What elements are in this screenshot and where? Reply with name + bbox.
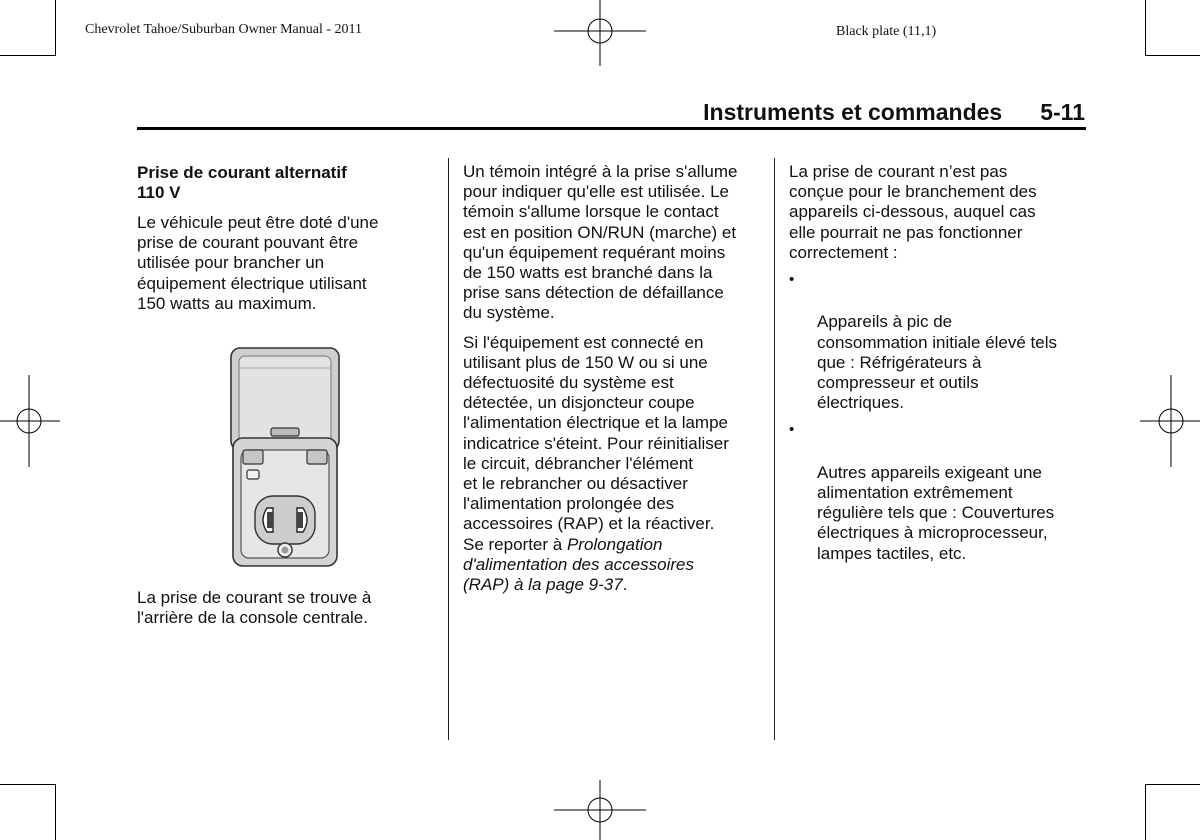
crop-mark bbox=[1145, 0, 1146, 56]
crop-mark bbox=[0, 55, 55, 56]
crop-mark bbox=[55, 784, 56, 840]
cross-reference-link[interactable]: Prolongation d'alimentation des accessoires (RAP) à la page 9-37 bbox=[463, 534, 694, 595]
paragraph: La prise de courant se trouve à l'arrière de la console centrale. bbox=[137, 588, 372, 628]
crop-mark bbox=[1146, 55, 1200, 56]
registration-mark-left bbox=[0, 375, 60, 467]
bullet-icon: • bbox=[789, 421, 795, 439]
column-divider bbox=[448, 158, 449, 740]
paragraph bbox=[463, 333, 768, 596]
crop-mark bbox=[0, 784, 55, 785]
column-divider bbox=[774, 158, 775, 740]
registration-mark-right bbox=[1140, 375, 1200, 467]
plate-label: Black plate (11,1) bbox=[836, 24, 937, 39]
paragraph-end: . bbox=[622, 575, 628, 595]
crop-mark bbox=[1145, 784, 1146, 840]
column-3 bbox=[789, 162, 1089, 564]
section-header bbox=[703, 99, 1085, 126]
section-title: Instruments et commandes bbox=[703, 99, 1003, 125]
column-2 bbox=[463, 162, 768, 595]
registration-mark-bottom bbox=[554, 780, 646, 840]
header-rule bbox=[137, 127, 1086, 130]
registration-mark-top bbox=[554, 0, 646, 66]
column-1 bbox=[137, 163, 437, 314]
column-1-bottom bbox=[137, 588, 437, 628]
page-number: 5-11 bbox=[1040, 99, 1085, 125]
paragraph: Un témoin intégré à la prise s'allume pour indiquer qu'elle est utilisée. Le témoin s'allume lorsque le contact est en position ON/RUN (marche) et qu'un équipement requérant moins de 150 watts est branché dans la prise sans détection de défaillance du système. bbox=[463, 162, 738, 323]
list-item-text: Appareils à pic de consommation initiale élevé tels que : Réfrigérateurs à compresseur et outils électriques. bbox=[817, 312, 1058, 413]
crop-mark bbox=[1146, 784, 1200, 785]
bullet-icon: • bbox=[789, 271, 795, 289]
crop-mark bbox=[55, 0, 56, 56]
list-item-text: Autres appareils exigeant une alimentation extrêmement régulière tels que : Couvertures électriques à microprocesseur, lampes tactiles, etc. bbox=[817, 462, 1055, 563]
section-heading: Prise de courant alternatif 110 V bbox=[137, 163, 347, 202]
ac-power-outlet-illustration bbox=[229, 346, 341, 568]
list-item bbox=[789, 422, 1089, 563]
manual-title: Chevrolet Tahoe/Suburban Owner Manual - 2011 bbox=[85, 22, 363, 37]
paragraph-text: Si l'équipement est connecté en utilisant plus de 150 W ou si une défectuosité du système est détectée, un disjoncteur coupe l'alimentation électrique et la lampe indicatrice s'éteint. Pour réinitialiser le circuit, débrancher l'élément et le rebrancher ou désactiver l'alimentation prolongée des accessoires (RAP) et la réactiver. Se reporter à bbox=[463, 332, 729, 554]
list-item bbox=[789, 272, 1089, 413]
paragraph: La prise de courant n’est pas conçue pour le branchement des appareils ci-dessous, auquel cas elle pourrait ne pas fonctionner correctement : bbox=[789, 162, 1037, 262]
paragraph: Le véhicule peut être doté d'une prise de courant pouvant être utilisée pour brancher un équipement électrique utilisant 150 watts au maximum. bbox=[137, 213, 379, 313]
